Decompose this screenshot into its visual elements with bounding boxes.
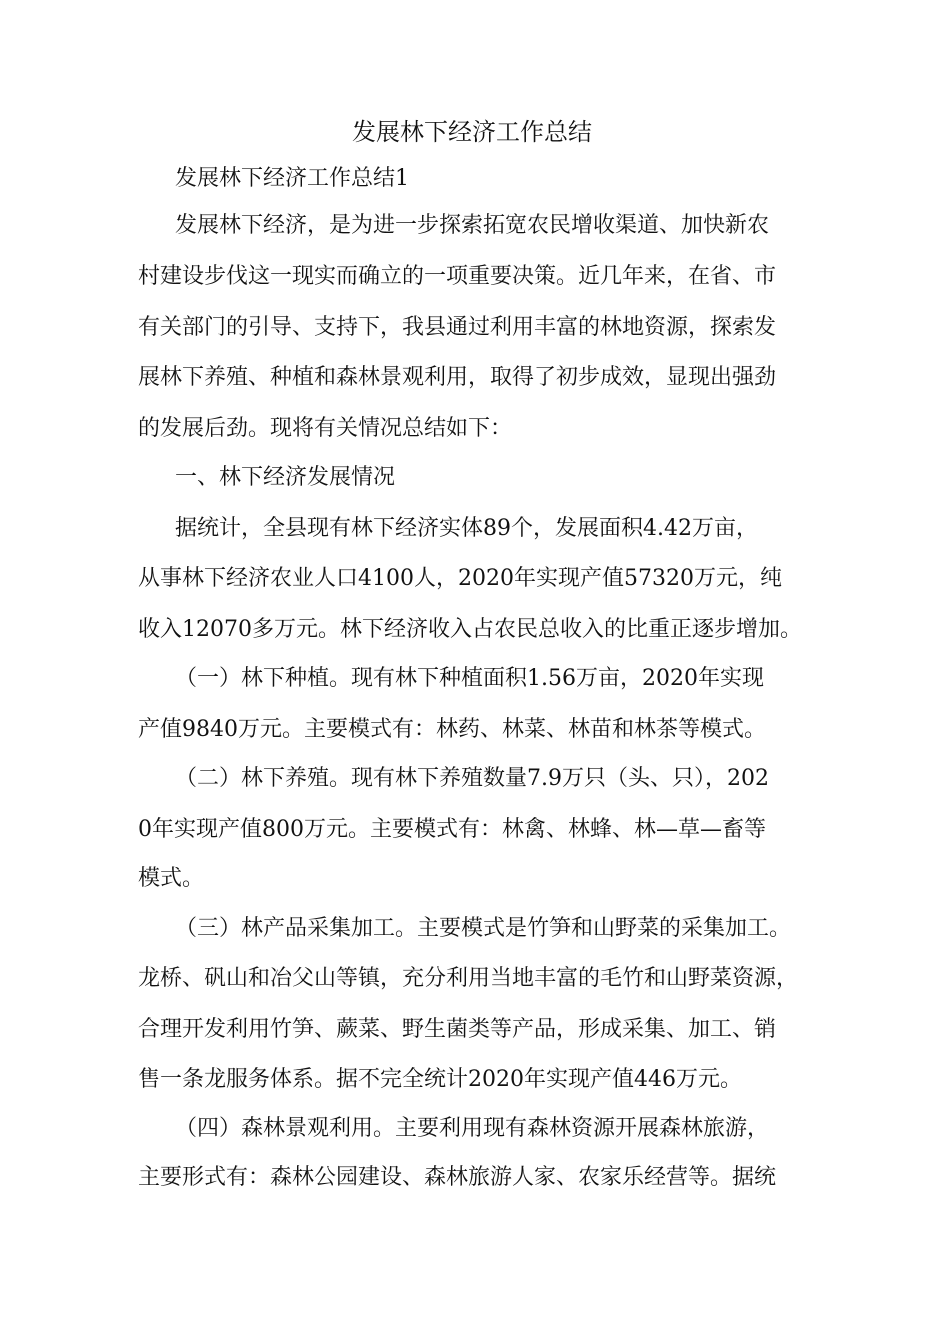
text-line: 村建设步伐这一现实而确立的一项重要决策。近几年来，在省、市 (138, 264, 777, 289)
text-line: 从事林下经济农业人口4100人，2020年实现产值57320万元，纯 (138, 566, 782, 591)
text-line: 一、林下经济发展情况 (175, 465, 396, 490)
document-title: 发展林下经济工作总结 (352, 118, 592, 146)
text-line: （四）森林景观利用。主要利用现有森林资源开展森林旅游， (175, 1116, 770, 1141)
text-line: 收入12070多万元。林下经济收入占农民总收入的比重正逐步增加。 (138, 617, 802, 642)
text-line: 的发展后劲。现将有关情况总结如下： (138, 416, 513, 441)
text-line: 主要形式有：森林公园建设、森林旅游人家、农家乐经营等。据统 (138, 1165, 777, 1190)
text-line: 合理开发利用竹笋、蕨菜、野生菌类等产品，形成采集、加工、销 (138, 1017, 777, 1042)
text-line: 据统计，全县现有林下经济实体89个，发展面积4.42万亩， (175, 516, 758, 541)
text-line: 发展林下经济，是为进一步探索拓宽农民增收渠道、加快新农 (175, 213, 770, 238)
text-line: 龙桥、矾山和冶父山等镇，充分利用当地丰富的毛竹和山野菜资源， (138, 966, 799, 991)
text-line: 售一条龙服务体系。据不完全统计2020年实现产值446万元。 (138, 1067, 742, 1092)
text-line: 模式。 (138, 866, 205, 891)
text-line: 展林下养殖、种植和森林景观利用，取得了初步成效，显现出强劲 (138, 365, 777, 390)
text-line: （二）林下养殖。现有林下养殖数量7.9万只（头、只），202 (175, 766, 769, 791)
text-line: （一）林下种植。现有林下种植面积1.56万亩，2020年实现 (175, 666, 764, 691)
text-line: 产值9840万元。主要模式有：林药、林菜、林苗和林茶等模式。 (138, 717, 766, 742)
document-subtitle: 发展林下经济工作总结1 (175, 166, 409, 191)
text-line: （三）林产品采集加工。主要模式是竹笋和山野菜的采集加工。 (175, 916, 792, 941)
text-line: 有关部门的引导、支持下，我县通过利用丰富的林地资源，探索发 (138, 315, 777, 340)
text-line: 0年实现产值800万元。主要模式有：林禽、林蜂、林—草—畜等 (138, 817, 766, 842)
